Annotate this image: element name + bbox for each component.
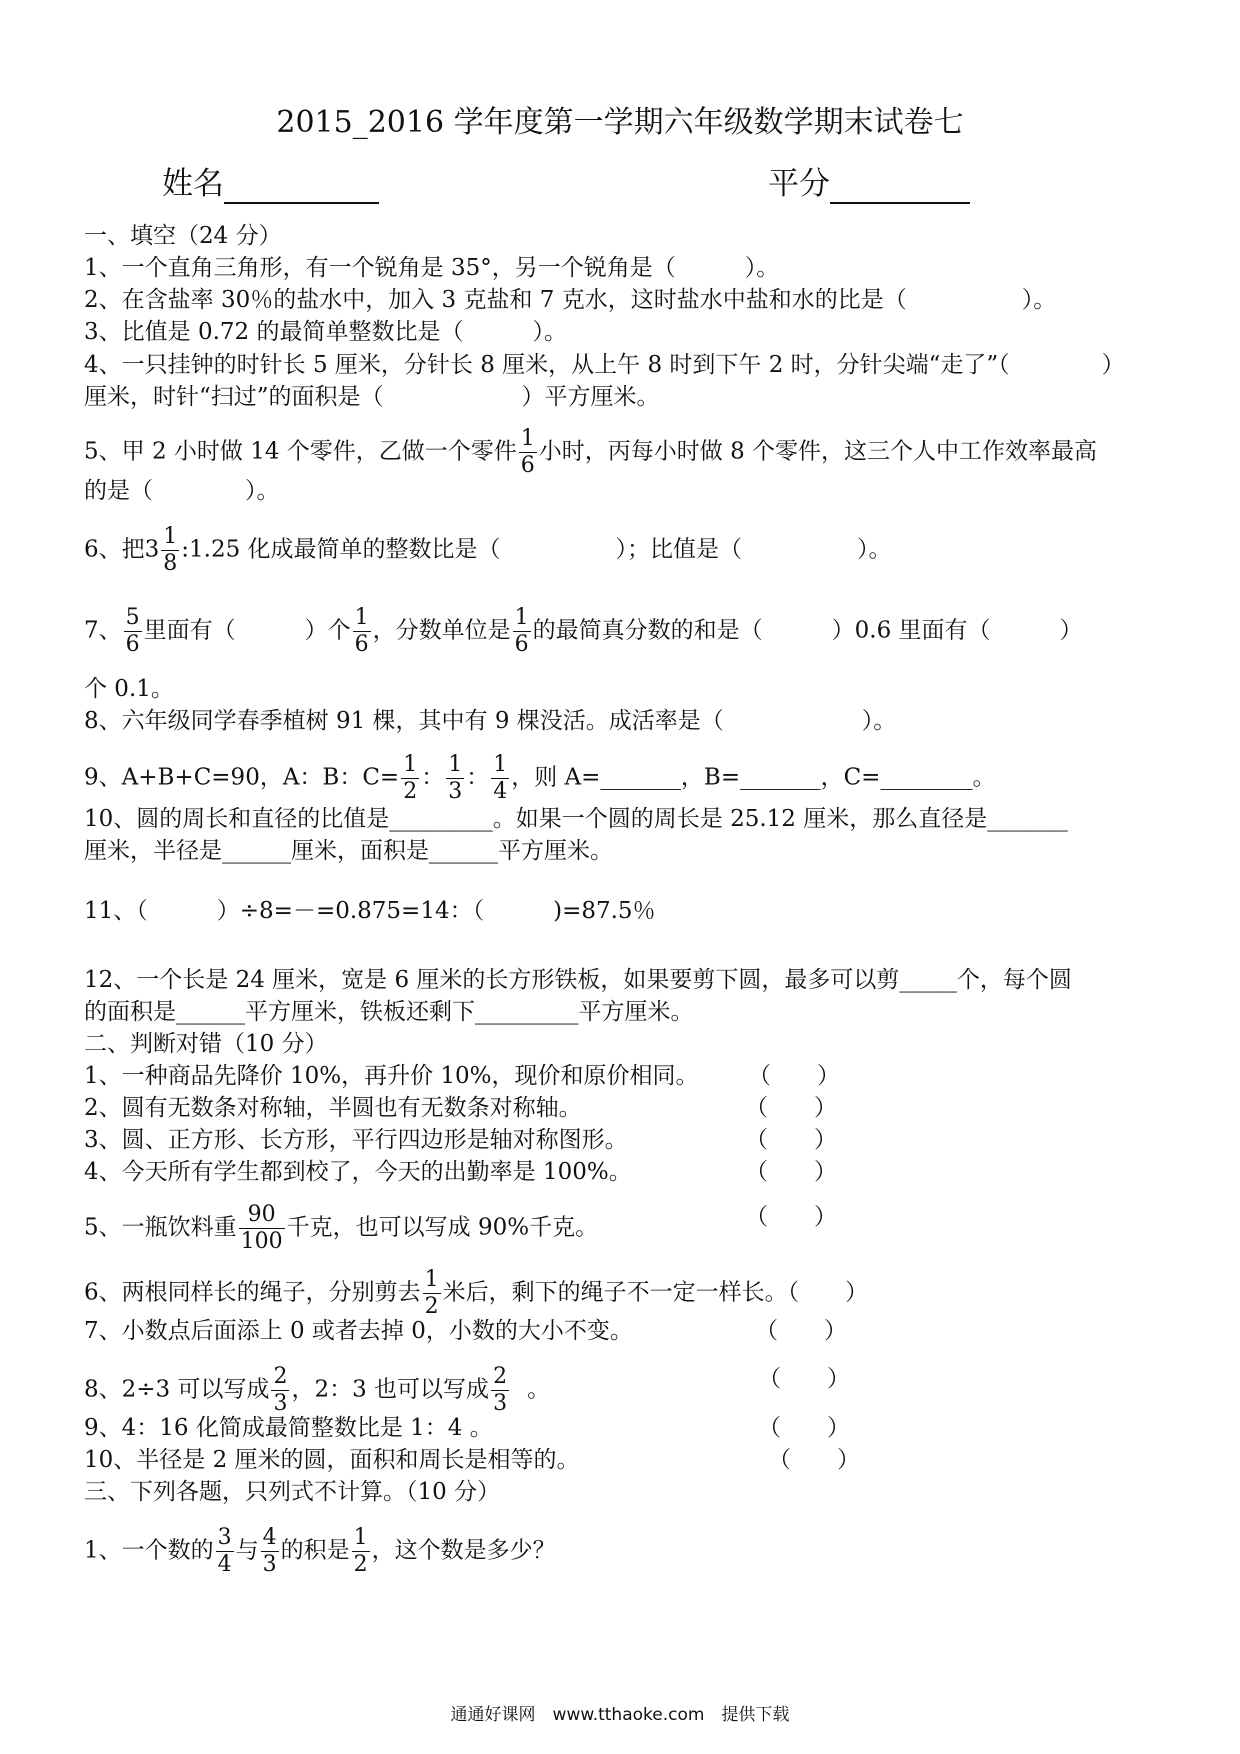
score-blank[interactable] [830, 172, 970, 204]
fraction-1-2: $\frac{1}{2}$ [353, 1525, 368, 1577]
fraction-1-8: $\frac{1}{8}$ [163, 524, 178, 576]
judge-7: 7、小数点后面添上 0 或者去掉 0，小数的大小不变。 [84, 1318, 633, 1344]
question-1-7-line1: 7、 $\frac{5}{6}$ 里面有（ ）个 $\frac{1}{6}$ ，分数单位是 $\frac{1}{6}$ 的最简真分数的和是（ ）0.6 里面有（ ） [84, 605, 1083, 657]
fraction-1-2: $\frac{1}{2}$ [403, 752, 418, 804]
judge-1-answer[interactable]: （ ） [748, 1063, 840, 1089]
question-1-4-line1: 4、一只挂钟的时针长 5 厘米，分针长 8 厘米，从上午 8 时到下午 2 时，分针尖端“走了”（ ） [84, 352, 1125, 378]
fraction-5-6: $\frac{5}{6}$ [125, 605, 140, 657]
fraction-4-3: $\frac{4}{3}$ [262, 1525, 277, 1577]
question-1-4-line2: 厘米，时针“扫过”的面积是（ ）平方厘米。 [84, 384, 660, 410]
fraction-3-4: $\frac{3}{4}$ [217, 1525, 232, 1577]
question-1-10-line1: 10、圆的周长和直径的比值是_________。如果一个圆的周长是 25.12 厘米，那么直径是_______ [84, 806, 1068, 832]
question-1-3: 3、比值是 0.72 的最简单整数比是（ ）。 [84, 319, 567, 345]
judge-3-answer[interactable]: （ ） [745, 1127, 837, 1153]
question-1-7-line2: 个 0.1。 [84, 676, 174, 702]
fraction-1-2: $\frac{1}{2}$ [424, 1267, 439, 1319]
fraction-2-3: $\frac{2}{3}$ [273, 1364, 288, 1416]
judge-4: 4、今天所有学生都到校了，今天的出勤率是 100%。 [84, 1159, 632, 1185]
fraction-1-6: $\frac{1}{6}$ [354, 605, 369, 657]
score-label: 平分 [768, 166, 830, 202]
question-1-2: 2、在含盐率 30％的盐水中，加入 3 克盐和 7 克水，这时盐水中盐和水的比是（ ）。 [84, 287, 1057, 313]
judge-9: 9、4：16 化简成最简整数比是 1：4 。 [84, 1415, 493, 1441]
name-field[interactable] [162, 164, 379, 204]
section-1-heading: 一、填空（24 分） [84, 223, 282, 249]
judge-3: 3、圆、正方形、长方形，平行四边形是轴对称图形。 [84, 1127, 628, 1153]
section-3-heading: 三、下列各题，只列式不计算。（10 分） [84, 1479, 501, 1505]
mixed-number-whole: 3 [144, 536, 160, 563]
judge-5: 5、一瓶饮料重 $\frac{90}{100}$ 千克，也可以写成 90%千克。 [84, 1202, 599, 1254]
question-1-12-line1: 12、一个长是 24 厘米，宽是 6 厘米的长方形铁板，如果要剪下圆，最多可以剪_____个，每个圆 [84, 967, 1072, 993]
question-1-12-line2: 的面积是______平方厘米，铁板还剩下_________平方厘米。 [84, 999, 694, 1025]
footer-credit: 通通好课网 www.tthaoke.com 提供下载 [450, 1705, 790, 1725]
judge-10: 10、半径是 2 厘米的圆，面积和周长是相等的。 [84, 1447, 580, 1473]
name-blank[interactable] [224, 172, 379, 204]
fraction-1-4: $\frac{1}{4}$ [493, 752, 508, 804]
judge-8: 8、2÷3 可以写成 $\frac{2}{3}$ ，2：3 也可以写成 $\frac{2}{3}$ 。 [84, 1364, 551, 1416]
judge-7-answer[interactable]: （ ） [755, 1318, 847, 1344]
fraction-2-3: $\frac{2}{3}$ [493, 1364, 508, 1416]
fraction-1-6: $\frac{1}{6}$ [514, 605, 529, 657]
judge-5-answer[interactable]: （ ） [745, 1204, 837, 1230]
question-1-5-line2: 的是（ ）。 [84, 478, 280, 504]
question-1-6: 6、把3 $\frac{1}{8}$ :1.25 化成最简单的整数比是（ ）；比值是（ ）。 [84, 524, 892, 576]
fraction-1-3: $\frac{1}{3}$ [448, 752, 463, 804]
judge-8-answer[interactable]: （ ） [758, 1366, 850, 1392]
judge-2-answer[interactable]: （ ） [745, 1095, 837, 1121]
page-title: 2015_2016 学年度第一学期六年级数学期末试卷七 [276, 105, 964, 140]
judge-1: 1、一种商品先降价 10%，再升价 10%，现价和原价相同。 [84, 1063, 699, 1089]
question-1-10-line2: 厘米，半径是______厘米，面积是______平方厘米。 [84, 838, 613, 864]
judge-2: 2、圆有无数条对称轴，半圆也有无数条对称轴。 [84, 1095, 582, 1121]
name-label: 姓名 [162, 166, 224, 202]
judge-6: 6、两根同样长的绳子，分别剪去 $\frac{1}{2}$ 米后，剩下的绳子不一定一样长。（ ） [84, 1267, 869, 1319]
judge-10-answer[interactable]: （ ） [768, 1447, 860, 1473]
score-field[interactable] [768, 164, 970, 204]
fraction-1-6: $\frac{1}{6}$ [520, 426, 535, 478]
section-2-heading: 二、判断对错（10 分） [84, 1031, 328, 1057]
question-1-1: 1、一个直角三角形，有一个锐角是 35°，另一个锐角是（ ）。 [84, 255, 780, 281]
judge-9-answer[interactable]: （ ） [758, 1415, 850, 1441]
question-1-8: 8、六年级同学春季植树 91 棵，其中有 9 棵没活。成活率是（ ）。 [84, 708, 897, 734]
question-1-5-line1: 5、甲 2 小时做 14 个零件，乙做一个零件 $\frac{1}{6}$ 小时，丙每小时做 8 个零件，这三个人中工作效率最高 [84, 426, 1098, 478]
judge-4-answer[interactable]: （ ） [745, 1159, 837, 1185]
problem-3-1: 1、一个数的 $\frac{3}{4}$ 与 $\frac{4}{3}$ 的积是 $\frac{1}{2}$ ，这个数是多少？ [84, 1525, 556, 1577]
question-1-11: 11、（ ）÷8=－=0.875=14：（ )=87.5％ [84, 898, 656, 924]
fraction-90-100: $\frac{90}{100}$ [240, 1202, 283, 1254]
question-1-9: 9、A+B+C=90，A：B：C= $\frac{1}{2}$ ： $\frac{1}{3}$ ： $\frac{1}{4}$ ，则 A=_______，B=_______，C=________。 [84, 752, 996, 804]
